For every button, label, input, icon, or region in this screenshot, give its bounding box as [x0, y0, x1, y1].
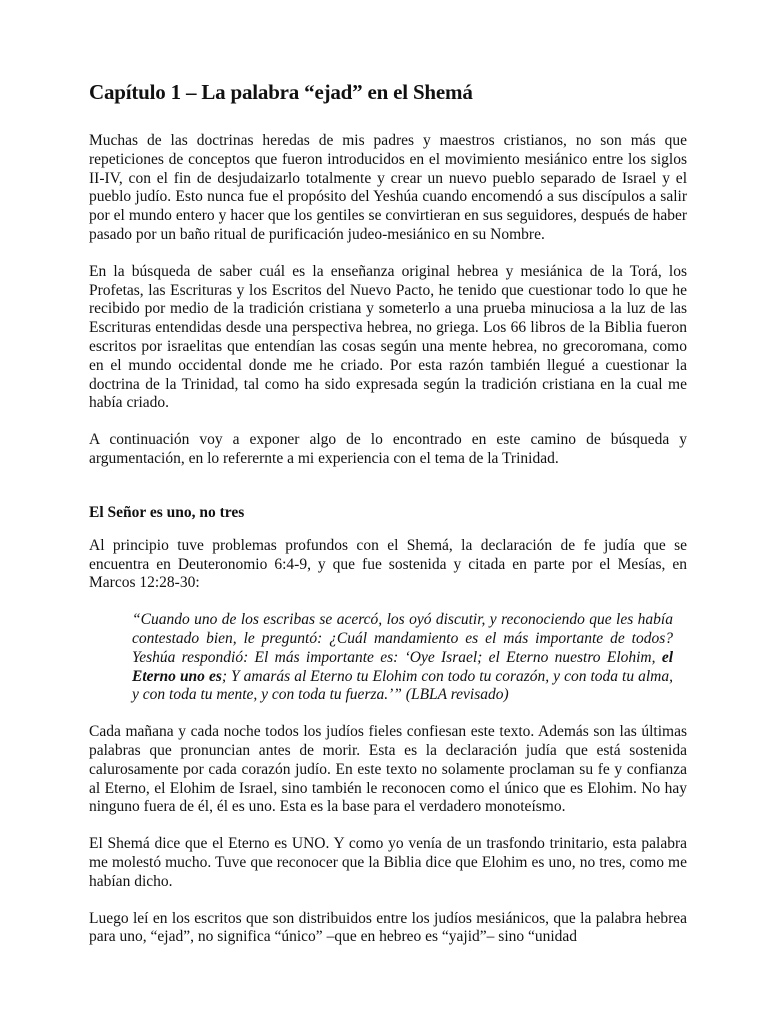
document-page	[89, 78, 687, 965]
quote-text-start: “Cuando uno de los escribas se acercó, los oyó discutir, y reconociendo que les había contestado bien, le preguntó: ¿Cuál mandamiento es el más importante de todos? Yeshúa respondió: El más importante es: ‘Oye Israel; el Eterno nuestro Elohim,	[132, 611, 673, 666]
paragraph-ejad: Luego leí en los escritos que son distribuidos entre los judíos mesiánicos, que la palabra hebrea para uno, “ejad”, no significa “único” –que en hebreo es “yajid”– sino “unidad	[89, 909, 687, 946]
quote-emphasis: el Eterno uno es	[132, 648, 673, 685]
section-heading: El Señor es uno, no tres	[89, 503, 245, 521]
paragraph-doctrines: Muchas de las doctrinas heredas de mis padres y maestros cristianos, no son más que repeticiones de conceptos que fueron introducidos en el movimiento mesiánico entre los siglos II-IV, con el fin de desjudaizarlo totalmente y crear un nuevo pueblo separado de Israel y el pueblo judío. Esto nunca fue el propósito del Yeshúa cuando encomendó a sus discípulos a salir por el mundo entero y hacer que los gentiles se convirtieran en sus seguidores, después de haber pasado por un baño ritual de purificación judeo-mesiánico en su Nombre.	[89, 132, 687, 243]
paragraph-shema-one: El Shemá dice que el Eterno es UNO. Y como yo venía de un trasfondo trinitario, esta palabra me molestó mucho. Tuve que reconocer que la Biblia dice que Elohim es uno, no tres, como me habían dicho.	[89, 835, 687, 890]
quote-text-end: ; Y amarás al Eterno tu Elohim con todo tu corazón, y con toda tu alma, y con toda tu mente, y con toda tu fuerza.’” (LBLA revisado)	[132, 667, 673, 704]
paragraph-search: En la búsqueda de saber cuál es la enseñanza original hebrea y mesiánica de la Torá, los Profetas, las Escrituras y los Escritos del Nuevo Pacto, he tenido que cuestionar todo lo que he recibido por medio de la tradición cristiana y someterlo a una prueba minuciosa a la luz de las Escrituras entendidas desde una perspectiva hebrea, no griega. Los 66 libros de la Biblia fueron escritos por israelitas que entendían las cosas según una mente hebrea, no grecoromana, como en el mundo occidental donde me he criado. Por esta razón también llegué a cuestionar la doctrina de la Trinidad, tal como ha sido expresada según la tradición cristiana en la cual me había criado.	[89, 262, 687, 412]
scripture-quote	[89, 611, 687, 705]
paragraph-shema-intro: Al principio tuve problemas profundos con el Shemá, la declaración de fe judía que se encuentra en Deuteronomio 6:4-9, y que fue sostenida y citada en parte por el Mesías, en Marcos 12:28-30:	[89, 536, 687, 592]
paragraph-daily-confession: Cada mañana y cada noche todos los judíos fieles confiesan este texto. Además son las últimas palabras que pronuncian antes de morir. Esta es la declaración judía que está sostenida calurosamente por cada corazón judío. En este texto no solamente proclaman su fe y confianza al Eterno, el Elohim de Israel, sino también le reconocen como el único que es Elohim. No hay ninguno fuera de él, él es uno. Esta es la base para el verdadero monoteísmo.	[89, 723, 687, 816]
paragraph-continuation: A continuación voy a exponer algo de lo encontrado en este camino de búsqueda y argumentación, en lo referernte a mi experiencia con el tema de la Trinidad.	[89, 431, 687, 467]
chapter-title: Capítulo 1 – La palabra “ejad” en el Shemá	[89, 80, 473, 104]
